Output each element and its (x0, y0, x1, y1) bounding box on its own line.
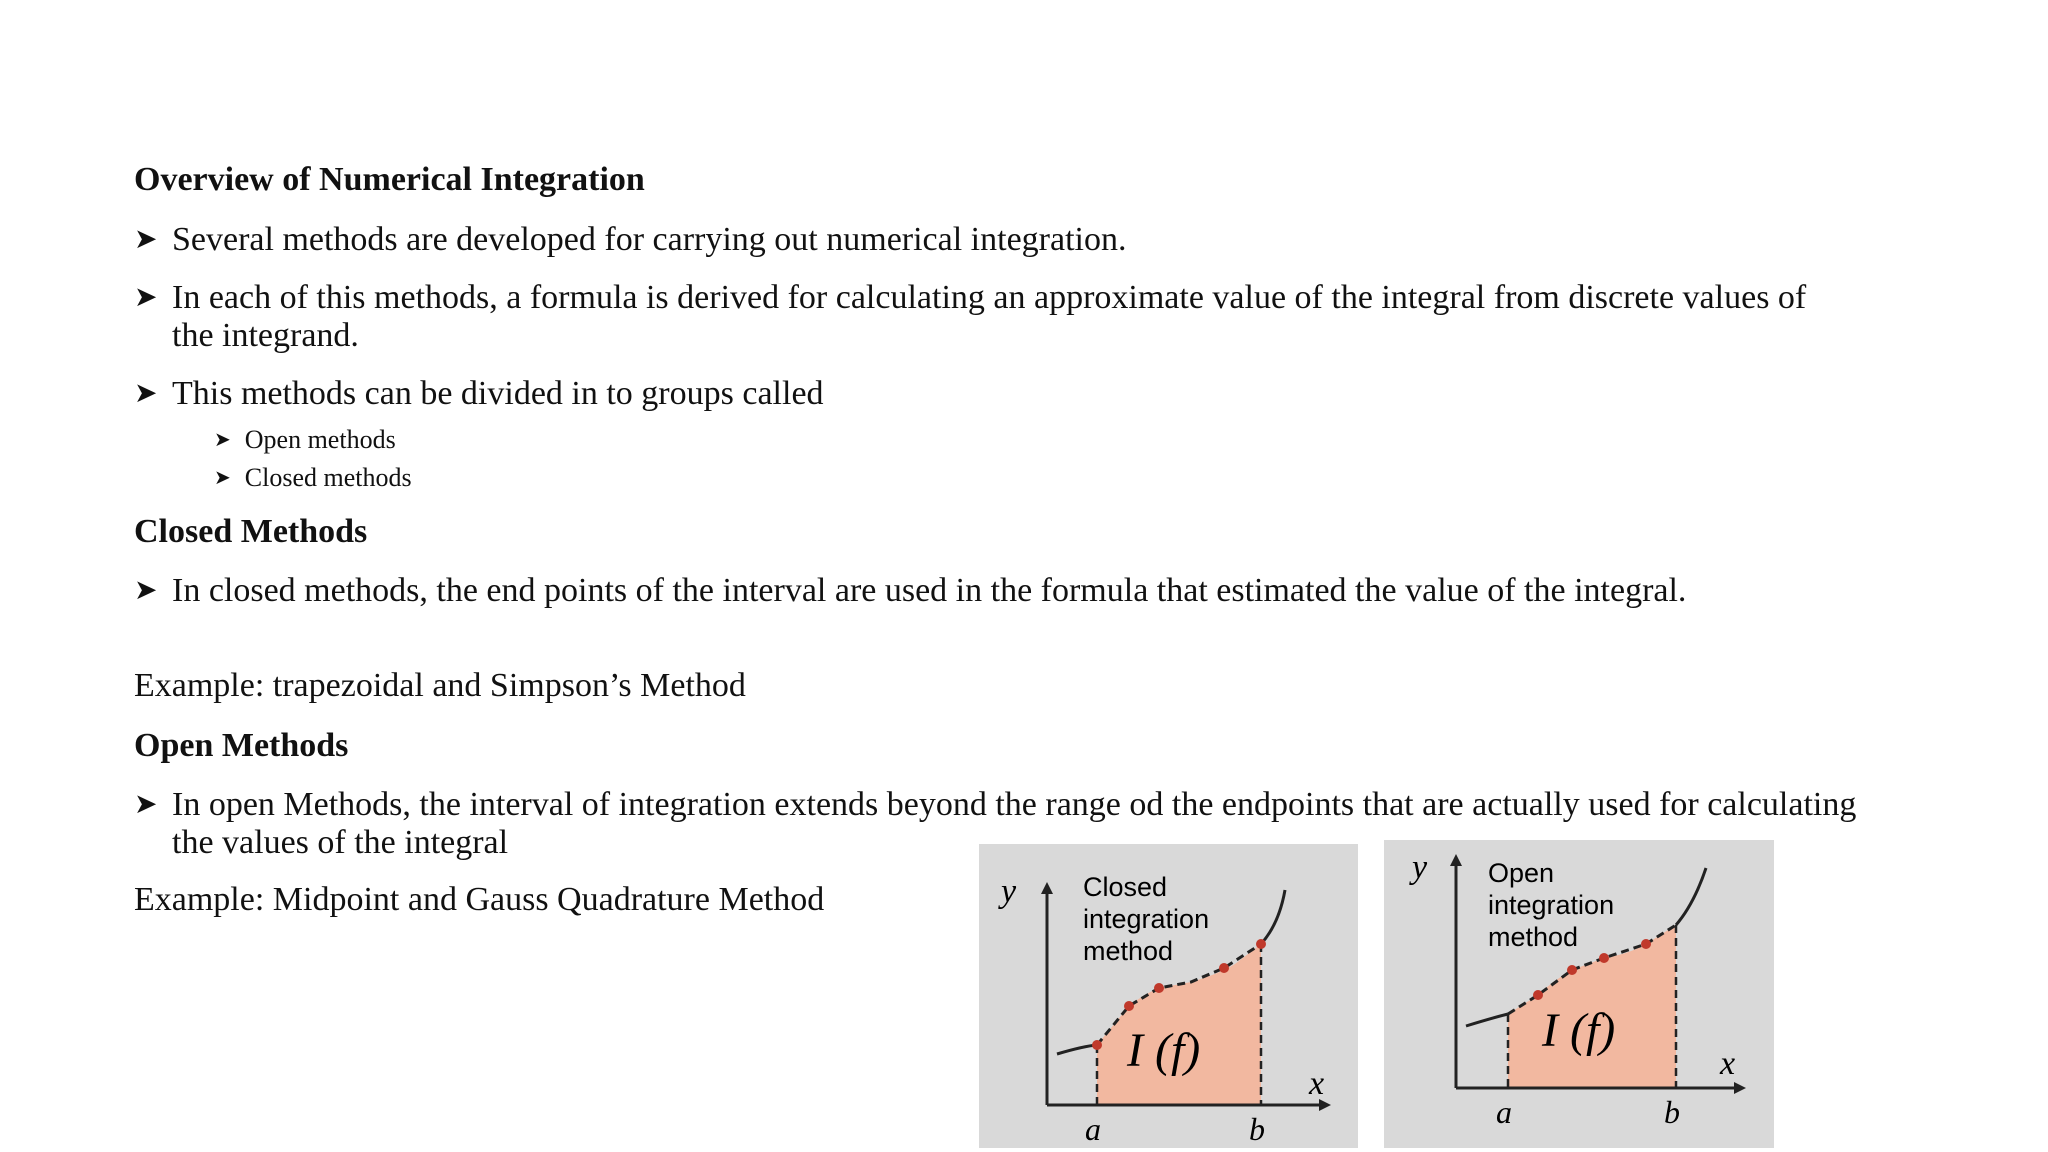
lower-bound-label: a (1085, 1111, 1101, 1147)
figure-caption-line: method (1488, 922, 1579, 952)
arrow-bullet-icon: ➤ (214, 429, 231, 451)
figure-caption-line: Closed (1083, 872, 1168, 902)
sub-bullet-item (214, 462, 412, 496)
bullet-text: In open Methods, the interval of integration extends beyond the range od the endpoints that are actually used for calculating the values of the integral (172, 786, 1857, 861)
sub-bullet-item (214, 424, 396, 458)
arrow-bullet-icon: ➤ (134, 575, 158, 606)
upper-bound-label: b (1664, 1094, 1680, 1130)
closed-example: Example: trapezoidal and Simpson’s Method (134, 667, 746, 704)
closed-integration-figure (979, 844, 1358, 1148)
integral-label: I (f) (1127, 1024, 1201, 1077)
sample-point (1533, 990, 1543, 1000)
arrow-bullet-icon: ➤ (134, 378, 158, 409)
y-axis-label: y (1412, 849, 1428, 886)
arrow-bullet-icon: ➤ (134, 224, 158, 255)
sub-bullet-text: Closed methods (244, 463, 412, 492)
figure-caption-line: method (1083, 936, 1174, 966)
y-axis-label: y (1001, 873, 1017, 910)
x-axis-label: x (1720, 1045, 1736, 1082)
arrow-bullet-icon: ➤ (214, 467, 231, 489)
upper-bound-label: b (1249, 1111, 1265, 1147)
bullet-text: This methods can be divided in to groups called (172, 375, 824, 412)
section-title-open: Open Methods (134, 727, 349, 764)
sample-point (1219, 963, 1229, 973)
arrow-bullet-icon: ➤ (134, 282, 158, 313)
arrow-bullet-icon: ➤ (134, 789, 158, 820)
integral-label: I (f) (1542, 1004, 1616, 1057)
bullet-text: In each of this methods, a formula is derived for calculating an approximate value of the integral from discrete values of the integrand. (172, 279, 1807, 354)
figure-caption-line: integration (1488, 890, 1615, 920)
sample-point (1567, 965, 1577, 975)
bullet-text: In closed methods, the end points of the interval are used in the formula that estimated the value of the integral. (172, 572, 1687, 609)
figure-caption-line: integration (1083, 904, 1210, 934)
bullet-text: Several methods are developed for carrying out numerical integration. (172, 221, 1127, 258)
bullet-item (134, 572, 1854, 610)
sample-point (1124, 1001, 1134, 1011)
sample-point (1641, 939, 1651, 949)
sample-point (1154, 983, 1164, 993)
x-axis-label: x (1309, 1065, 1325, 1102)
lower-bound-label: a (1496, 1094, 1512, 1130)
sample-point (1599, 953, 1609, 963)
sample-point (1092, 1040, 1102, 1050)
section-title-overview: Overview of Numerical Integration (134, 161, 645, 198)
figure-caption-line: Open (1488, 858, 1555, 888)
bullet-item (134, 279, 1834, 355)
bullet-item (134, 375, 1834, 413)
open-integration-figure (1384, 840, 1774, 1148)
bullet-item (134, 221, 1834, 259)
sub-bullet-text: Open methods (244, 425, 396, 454)
section-title-closed: Closed Methods (134, 513, 368, 550)
open-example: Example: Midpoint and Gauss Quadrature Method (134, 881, 825, 918)
sample-point (1256, 939, 1266, 949)
